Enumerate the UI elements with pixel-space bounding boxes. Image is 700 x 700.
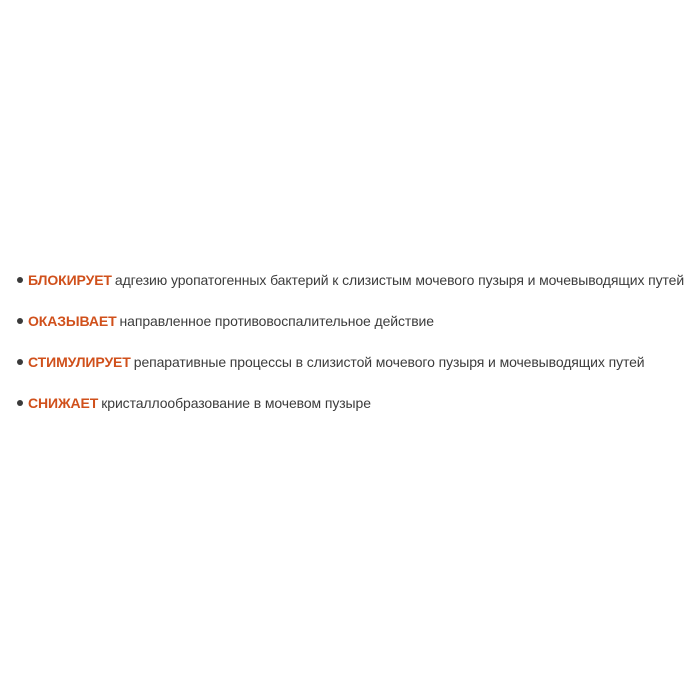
- benefit-text: направленное противовоспалительное действие: [119, 313, 434, 329]
- bullet-icon: [17, 318, 23, 324]
- bullet-icon: [17, 400, 23, 406]
- benefit-item-blocks: [0, 271, 700, 312]
- bullet-icon: [17, 359, 23, 365]
- benefit-item-provides: [0, 312, 700, 353]
- benefit-item-stimulates: [0, 353, 700, 394]
- benefit-verb: СТИМУЛИРУЕТ: [28, 354, 131, 370]
- benefit-text: адгезию уропатогенных бактерий к слизистым мочевого пузыря и мочевыводящих путей: [114, 272, 685, 288]
- benefit-text: репаративные процессы в слизистой мочевого пузыря и мочевыводящих путей: [133, 354, 645, 370]
- benefits-list: [0, 271, 700, 435]
- benefit-verb: ОКАЗЫВАЕТ: [28, 313, 117, 329]
- benefit-item-reduces: [0, 394, 700, 435]
- benefit-verb: БЛОКИРУЕТ: [28, 272, 112, 288]
- benefit-text: кристаллообразование в мочевом пузыре: [101, 395, 371, 411]
- bullet-icon: [17, 277, 23, 283]
- benefit-verb: СНИЖАЕТ: [28, 395, 99, 411]
